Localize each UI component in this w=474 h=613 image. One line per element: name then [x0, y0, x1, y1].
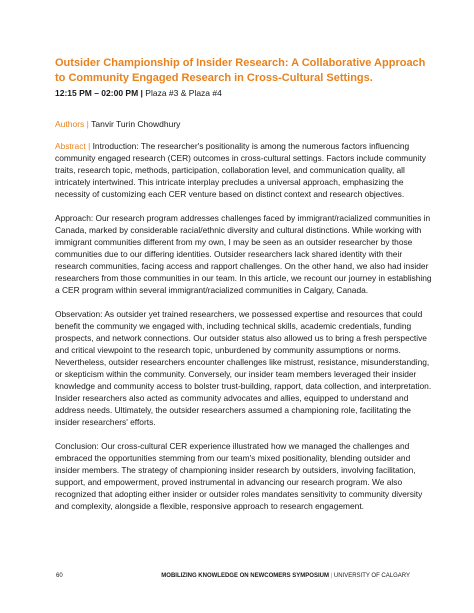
authors-label: Authors: [55, 119, 85, 129]
session-info: [55, 87, 433, 99]
authors-names: Tanvir Turin Chowdhury: [91, 119, 181, 129]
footer-symposium: [161, 570, 410, 582]
abstract-label: Abstract: [55, 141, 86, 151]
abstract-paragraph-approach: Approach: Our research program addresses challenges faced by immigrant/racialized communities in Canada, marked by considerable racial/ethnic diversity and cultural distinctions. While working with immigrant communities different from my own, I may be seen as an outsider researcher by those communities due to our differing identities. Outsider researchers lack shared identity with their research communities, facing access and rapport challenges. On the other hand, we also had insider researchers from those communities in our team. In this article, we recount our journey in establishing a CER program within several immigrant/racialized communities in Calgary, Canada.: [55, 213, 432, 295]
abstract-intro-text: Introduction: The researcher's positionality is among the numerous factors influencing community engaged research (CER) outcomes in cross-cultural settings. Factors include community traits, research topic, methods, participation, collaboration level, and communication quality, all intricately intertwined. This intricate interplay precludes a universal approach, emphasizing the necessity of customizing each CER venture based on distinct context and research objectives.: [55, 141, 426, 199]
abstract-paragraph-introduction: [55, 140, 433, 200]
footer-separator: |: [330, 573, 333, 579]
document-page: [55, 56, 433, 524]
footer-university: UNIVERSITY OF CALGARY: [333, 573, 410, 579]
session-location: Plaza #3 & Plaza #4: [145, 88, 222, 98]
abstract-paragraph-conclusion: Conclusion: Our cross-cultural CER experience illustrated how we managed the challenges and embraced the opportunities stemming from our team's mixed positionality, blending outsider and insider members. The strategy of championing insider research by outsiders, involving facilitation, support, and empowerment, proved instrumental in advancing our research program. We also recognized that adopting either insider or outsider roles mandates sensitivity to community diversity and complexity, alongside a flexible, responsive approach to research engagement.: [55, 441, 423, 511]
abstract-paragraph-observation: Observation: As outsider yet trained researchers, we possessed expertise and resources that could benefit the community we engaged with, including technical skills, academic credentials, funding prospects, and network connections. Our outsider status also allowed us to bring a fresh perspective and critical viewpoint to the research topic, unburdened by community assumptions or norms. Nevertheless, outsider researchers encounter challenges like mistrust, resistance, misunderstanding, or skepticism within the community. Conversely, our insider team members leveraged their insider knowledge and community access to bolster trust-building, rapport, data collection, and interpretation. Insider researchers also acted as community advocates and allies, equipped to understand and address needs. Ultimately, the outsider researchers assumed a championing role, facilitating the insider researchers' efforts.: [55, 309, 432, 427]
authors-line: [55, 118, 433, 130]
page-number: 60: [56, 573, 63, 579]
abstract-separator: |: [88, 141, 91, 151]
authors-separator: |: [86, 119, 89, 129]
session-time: 12:15 PM – 02:00 PM: [55, 88, 139, 98]
session-separator: |: [140, 88, 143, 98]
footer-symposium-name: MOBILIZING KNOWLEDGE ON NEWCOMERS SYMPOSIUM: [161, 573, 329, 579]
page-footer: [0, 570, 474, 582]
session-title: Outsider Championship of Insider Research: A Collaborative Approach to Community Engaged Research in Cross-Cultural Settings.: [55, 57, 426, 84]
